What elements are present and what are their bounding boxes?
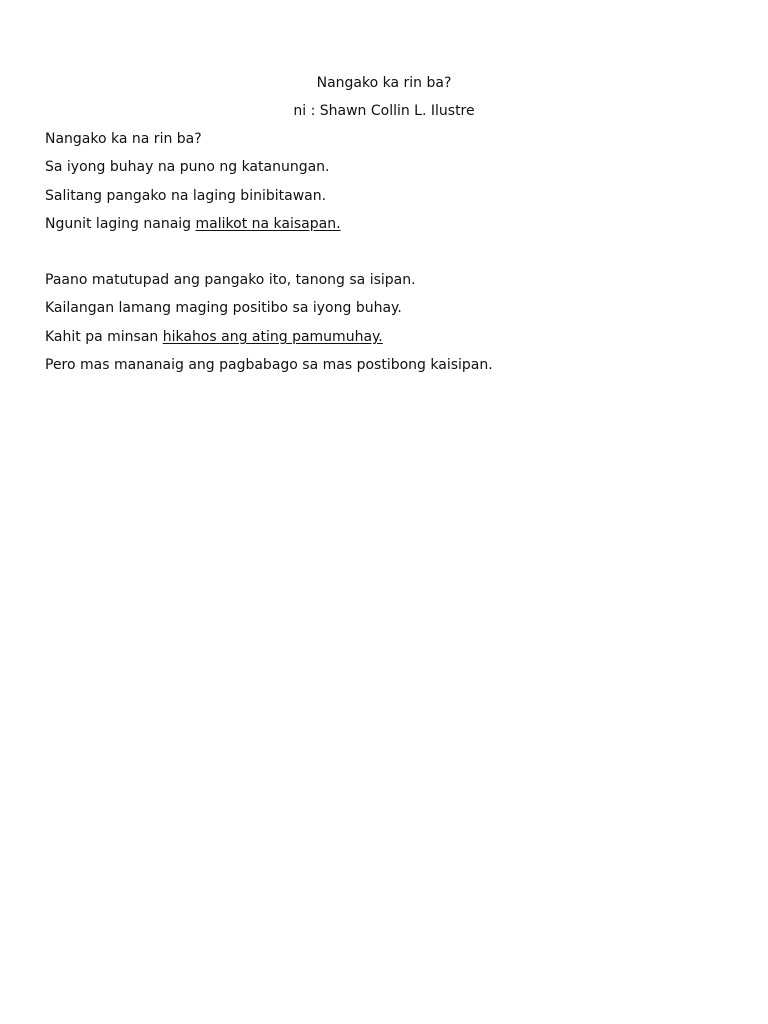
stanza-1-line-3: Salitang pangako na laging binibitawan. (45, 188, 327, 204)
stanza-2-line-1: Paano matutupad ang pangako ito, tanong sa isipan. (45, 272, 416, 288)
stanza-1-line-4 (45, 215, 341, 233)
poem-author: ni : Shawn Collin L. Ilustre (293, 103, 475, 119)
stanza-1-line-2: Sa iyong buhay na puno ng katanungan. (45, 159, 330, 175)
poem-title: Nangako ka rin ba? (316, 75, 452, 91)
stanza-1-line-1: Nangako ka na rin ba? (45, 131, 202, 147)
stanza-2-line-3 (45, 328, 383, 346)
stanza-2-line-3-text: Kahit pa minsan (45, 329, 163, 345)
stanza-1-line-4-text: Ngunit laging nanaig (45, 216, 196, 232)
stanza-1-line-4-underlined: malikot na kaisapan. (195, 216, 341, 232)
stanza-2-line-2: Kailangan lamang maging positibo sa iyong buhay. (45, 300, 402, 316)
stanza-2-line-4: Pero mas mananaig ang pagbabago sa mas postibong kaisipan. (45, 357, 493, 373)
stanza-2-line-3-underlined: hikahos ang ating pamumuhay. (162, 329, 383, 345)
